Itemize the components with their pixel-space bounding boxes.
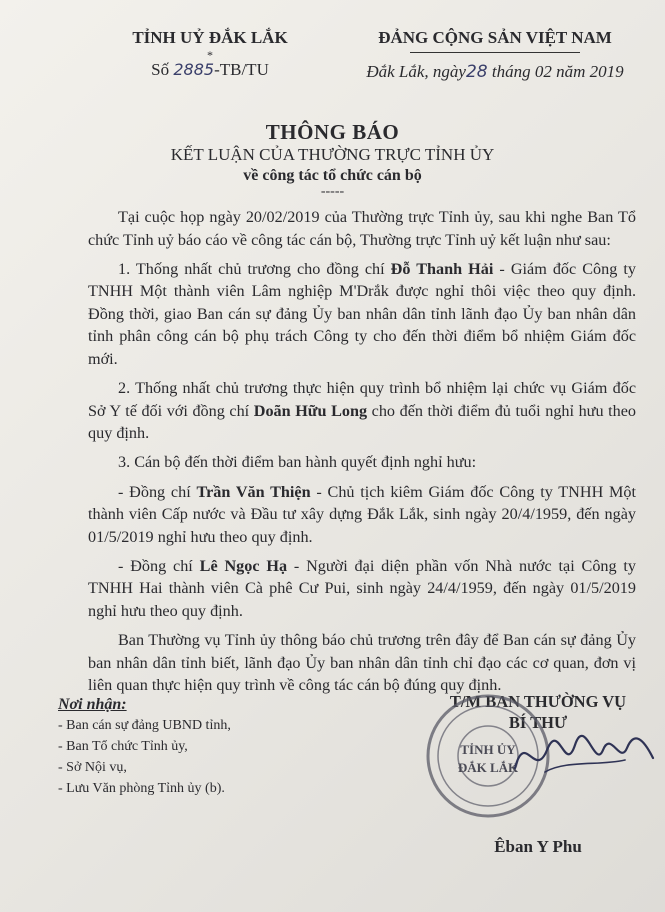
- item-3a-text-b: - Chủ tịch kiêm Giám đốc Công ty TNHH Một thành viên Cấp nước và Đầu tư xây dựng Đắk Lắk, sinh ngày 20/4/1959, đến ngày 01/5/2019 nghỉ hưu theo quy định.: [88, 482, 637, 546]
- item-3a-text-a: - Đồng chí: [118, 482, 197, 501]
- document-title: THÔNG BÁO: [265, 120, 400, 144]
- doc-number-suffix: -TB/TU: [214, 60, 269, 79]
- item-3b: [88, 555, 636, 623]
- handwritten-signature: [505, 720, 660, 790]
- document-number: [110, 60, 310, 80]
- item-2-text-a: 2. Thống nhất chủ trương thực hiện quy trình bổ nhiệm lại chức vụ Giám đốc Sở Y tế đối với đồng chí: [88, 379, 636, 420]
- date-prefix: Đắk Lắk, ngày: [366, 62, 466, 81]
- item-3a: [88, 481, 636, 549]
- date-day-handwritten: 28: [465, 62, 488, 82]
- header-star: *: [207, 48, 213, 62]
- issuing-org: TỈNH UỶ ĐẮK LẮK: [132, 28, 288, 47]
- intro-paragraph: Tại cuộc họp ngày 20/02/2019 của Thường trực Tỉnh ủy, sau khi nghe Ban Tổ chức Tỉnh uỷ báo cáo về công tác cán bộ, Thường trực Tỉnh uỷ kết luận như sau:: [88, 208, 636, 249]
- recipients-title: Nơi nhận:: [58, 696, 127, 713]
- item-3b-name: Lê Ngọc Hạ: [199, 556, 288, 575]
- item-3b-text-a: - Đồng chí: [118, 556, 200, 575]
- item-3b-text-b: - Người đại diện phần vốn Nhà nước tại Công ty TNHH Hai thành viên Cà phê Cư Pui, sinh ngày 24/4/1959, đến ngày 01/5/2019 nghỉ hưu theo quy định.: [88, 556, 637, 620]
- party-underline: [410, 52, 580, 53]
- seal-text-top: TỈNH ỦY: [460, 742, 516, 757]
- recipient-item: - Sở Nội vụ,: [58, 760, 127, 775]
- recipient-item: - Ban cán sự đảng UBND tỉnh,: [58, 718, 231, 733]
- issue-date: [350, 62, 640, 82]
- party-name: ĐẢNG CỘNG SẢN VIỆT NAM: [378, 28, 612, 47]
- item-2: [88, 377, 636, 445]
- doc-number-handwritten: 2885: [173, 60, 215, 79]
- signature-title: T/M BAN THƯỜNG VỤ: [449, 692, 627, 711]
- item-3a-name: Trần Văn Thiện: [196, 482, 311, 501]
- doc-number-prefix: Số: [151, 60, 170, 79]
- signature-role: BÍ THƯ: [508, 713, 568, 732]
- date-suffix: tháng 02 năm 2019: [491, 62, 624, 81]
- item-1: [88, 258, 636, 371]
- document-body: [88, 206, 636, 703]
- item-1-text-b: - Giám đốc Công ty TNHH Một thành viên Lâm nghiệp M'Drắk được nghỉ thôi việc theo quy định. Đồng thời, giao Ban cán sự đảng Ủy ban nhân dân tỉnh lãnh đạo Ủy ban nhân dân tỉnh phân công cán bộ phụ trách Công ty cho đến thời điểm bổ nhiệm Giám đốc mới.: [88, 259, 636, 369]
- closing-paragraph: Ban Thường vụ Tỉnh ủy thông báo chủ trương trên đây để Ban cán sự đảng Ủy ban nhân dân tỉnh biết, lãnh đạo Ủy ban nhân dân tỉnh chỉ đạo các cơ quan, đơn vị liên quan thực hiện quy trình về công tác cán bộ đúng quy định.: [88, 631, 636, 695]
- item-1-name: Đỗ Thanh Hải: [390, 259, 494, 278]
- seal-text-bottom: ĐẮK LẮK: [457, 760, 519, 775]
- document-subtitle: KẾT LUẬN CỦA THƯỜNG TRỰC TỈNH ỦY: [170, 145, 495, 164]
- recipient-item: - Ban Tổ chức Tỉnh ủy,: [58, 739, 188, 754]
- title-separator: -----: [320, 184, 345, 199]
- item-2-name: Doãn Hữu Long: [253, 401, 368, 420]
- recipients-block: [58, 694, 358, 799]
- recipient-item: - Lưu Văn phòng Tỉnh ủy (b).: [58, 781, 225, 796]
- item-3: 3. Cán bộ đến thời điểm ban hành quyết định nghỉ hưu:: [118, 453, 477, 472]
- document-topic: về công tác tổ chức cán bộ: [243, 167, 422, 184]
- item-1-text-a: 1. Thống nhất chủ trương cho đồng chí: [118, 259, 391, 278]
- signer-name: Êban Y Phu: [494, 837, 582, 856]
- item-2-text-b: cho đến thời điểm đủ tuổi nghỉ hưu theo quy định.: [88, 401, 636, 443]
